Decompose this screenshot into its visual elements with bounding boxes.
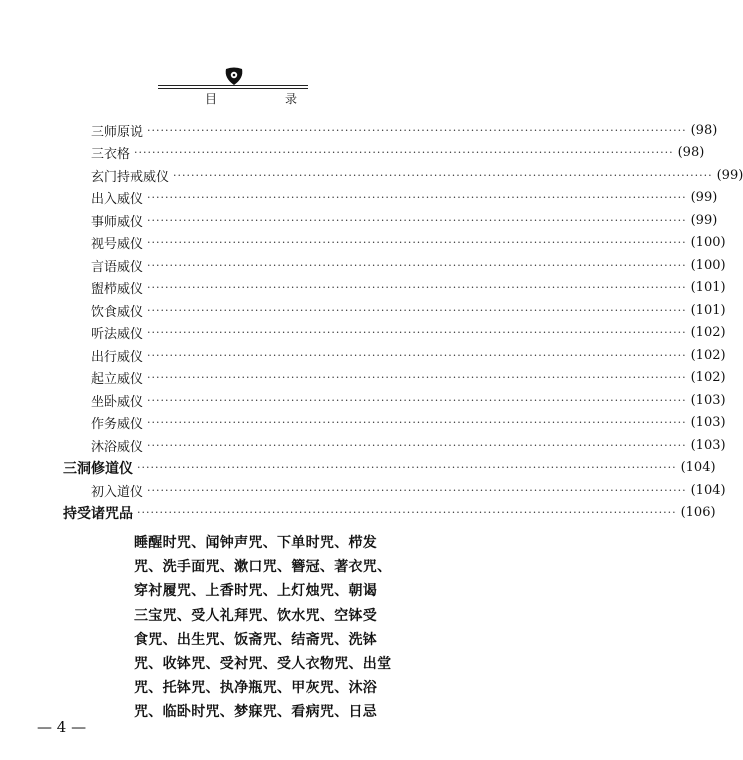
toc-entry-page: (103) [690, 437, 726, 453]
toc-entry[interactable] [91, 234, 726, 252]
toc-entry-page: (102) [690, 347, 726, 363]
paragraph-line: 咒、收钵咒、受衬咒、受人衣物咒、出堂 [134, 656, 392, 673]
toc-entry-title: 出行威仪 [91, 349, 144, 365]
toc-entry-title: 三师原说 [91, 124, 144, 140]
toc-entry[interactable] [91, 211, 718, 230]
toc-leader-dots: ························································································································ [137, 461, 677, 474]
header-rule-double [158, 88, 308, 89]
page-heading: 目 录 [205, 92, 326, 106]
toc-entry-title: 起立威仪 [91, 372, 144, 387]
paragraph-line: 食咒、出生咒、饭斋咒、结斋咒、洗钵 [134, 631, 378, 648]
toc-leader-dots: ························································································································ [147, 438, 687, 452]
toc-entry-page: (101) [690, 280, 726, 295]
paragraph-line: 咒、洗手面咒、漱口咒、簪冠、著衣咒、 [134, 559, 392, 576]
toc-entry-page: (104) [680, 460, 716, 475]
toc-entry[interactable] [91, 301, 726, 320]
paragraph-line: 咒、托钵咒、执净瓶咒、甲灰咒、沐浴 [134, 680, 378, 697]
toc-entry-page: (98) [677, 145, 705, 160]
paragraph-line: 穿衬履咒、上香时咒、上灯烛咒、朝谒 [134, 583, 378, 600]
contents-paragraph [134, 531, 392, 725]
toc-leader-dots: ························································································································ [147, 303, 687, 317]
toc-entry-page: (100) [690, 257, 726, 273]
toc-entry-title: 沐浴威仪 [91, 439, 144, 455]
toc-entry[interactable] [91, 391, 726, 410]
toc-entry-title: 盥栉威仪 [91, 282, 144, 297]
toc-leader-dots: ························································································································ [147, 281, 687, 294]
toc-leader-dots: ························································································································ [147, 483, 687, 497]
paragraph-line: 咒、临卧时咒、梦寐咒、看病咒、日忌 [134, 704, 378, 721]
toc-entry[interactable] [91, 414, 726, 432]
toc-leader-dots: ························································································································ [147, 191, 687, 204]
toc-entry-page: (102) [690, 370, 726, 385]
toc-leader-dots: ························································································································ [147, 416, 687, 429]
toc-entry-page: (104) [690, 482, 726, 498]
toc-entry[interactable] [63, 504, 716, 522]
ornament-icon [224, 66, 244, 86]
toc-entry-title: 作务威仪 [91, 417, 144, 432]
toc-entry[interactable] [91, 481, 726, 500]
toc-entry-page: (103) [690, 392, 726, 408]
toc-entry-title: 三衣格 [91, 147, 131, 162]
toc-entry[interactable] [91, 436, 726, 455]
toc-entry[interactable] [91, 279, 726, 297]
toc-entry[interactable] [91, 121, 718, 140]
toc-leader-dots: ························································································································ [147, 258, 687, 272]
toc-leader-dots: ························································································································ [147, 348, 687, 362]
toc-entry-title: 初入道仪 [91, 484, 144, 500]
toc-entry-title: 视号威仪 [91, 237, 144, 252]
toc-entry-page: (102) [690, 325, 726, 340]
toc-entry[interactable] [91, 189, 718, 207]
toc-leader-dots: ························································································································ [147, 213, 687, 227]
toc-leader-dots: ························································································································ [147, 371, 687, 384]
toc-leader-dots: ························································································································ [147, 393, 687, 407]
paragraph-line: 三宝咒、受人礼拜咒、饮水咒、空钵受 [134, 607, 378, 624]
toc-entry-title: 事师威仪 [91, 214, 144, 230]
toc-entry-title: 持受诸咒品 [63, 505, 133, 522]
toc-entry-title: 玄门持戒威仪 [91, 169, 170, 185]
toc-entry[interactable] [91, 324, 726, 342]
toc-leader-dots: ························································································································ [147, 326, 687, 339]
toc-entry-page: (101) [690, 302, 726, 318]
toc-entry-title: 言语威仪 [91, 259, 144, 275]
toc-leader-dots: ························································································································ [137, 506, 677, 519]
page-number: — 4 — [37, 718, 87, 736]
toc-leader-dots: ························································································································ [134, 146, 674, 159]
toc-entry-title: 饮食威仪 [91, 304, 144, 320]
toc-entry[interactable] [91, 256, 726, 275]
toc-entry[interactable] [91, 346, 726, 365]
paragraph-line: 睡醒时咒、闻钟声咒、下单时咒、栉发 [134, 535, 378, 551]
toc-entry-page: (98) [690, 122, 718, 138]
toc-entry[interactable] [91, 166, 743, 185]
toc-leader-dots: ························································································································ [173, 168, 713, 182]
toc-entry-title: 三洞修道仪 [63, 460, 133, 477]
toc-entry-page: (106) [680, 505, 716, 520]
toc-entry-page: (99) [690, 212, 718, 228]
toc-entry-title: 出入威仪 [91, 192, 144, 207]
toc-entry-title: 坐卧威仪 [91, 394, 144, 410]
toc-entry-page: (100) [690, 235, 726, 250]
toc-entry-title: 听法威仪 [91, 327, 144, 342]
toc-entry-page: (103) [690, 415, 726, 430]
toc-entry[interactable] [63, 459, 716, 477]
toc-leader-dots: ························································································································ [147, 236, 687, 249]
toc-entry-page: (99) [716, 167, 743, 183]
header-rule [158, 85, 308, 86]
toc-entry-page: (99) [690, 190, 718, 205]
toc-leader-dots: ························································································································ [147, 123, 687, 137]
toc-entry[interactable] [91, 144, 705, 162]
toc-entry[interactable] [91, 369, 726, 387]
